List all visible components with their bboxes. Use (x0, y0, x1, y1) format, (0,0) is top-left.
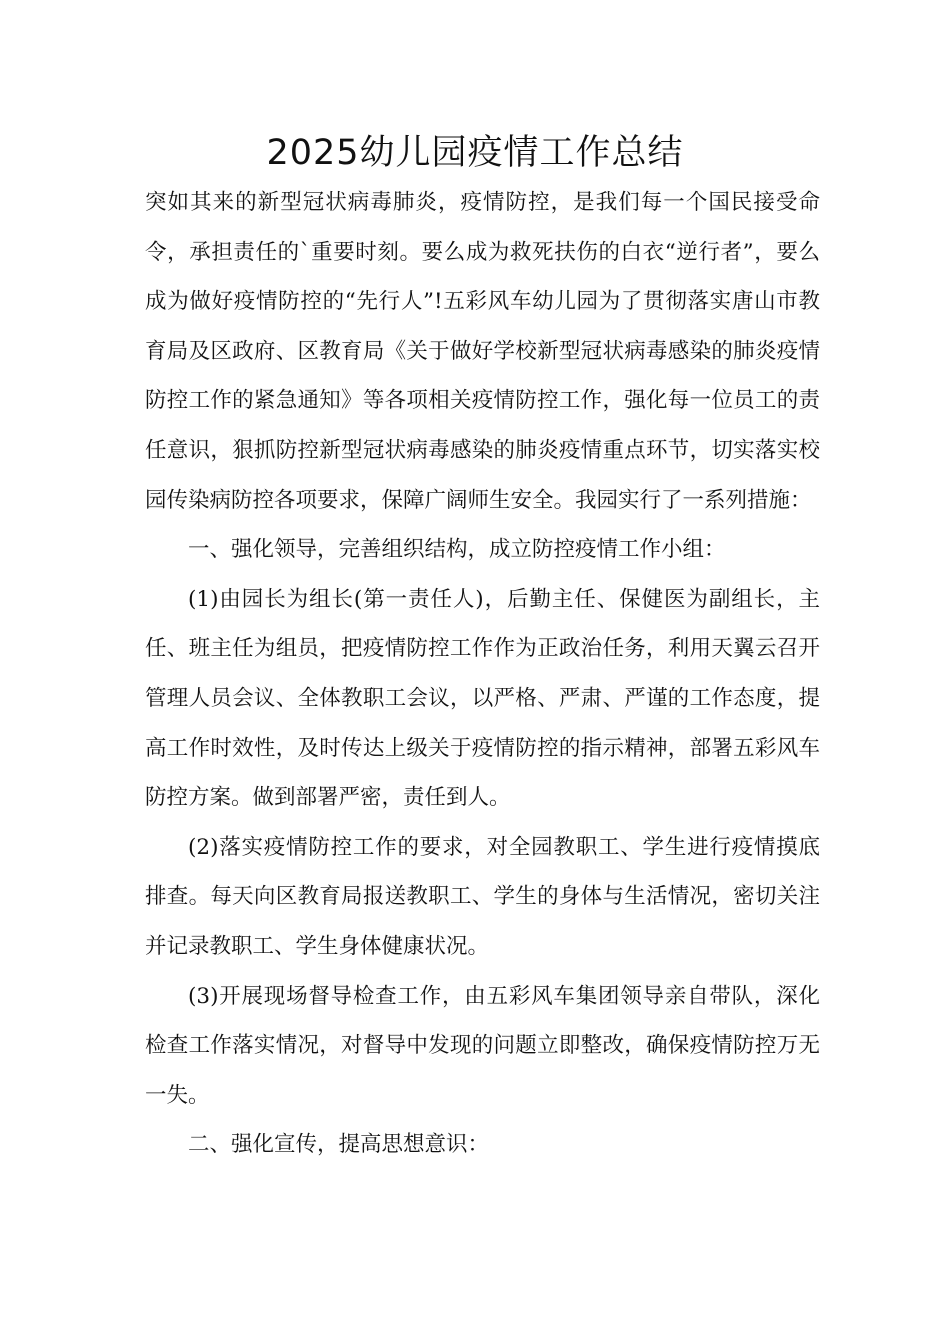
paragraph-intro: 突如其来的新型冠状病毒肺炎，疫情防控，是我们每一个国民接受命令，承担责任的`重要时刻。要么成为救死扶伤的白衣“逆行者”，要么成为做好疫情防控的“先行人”!五彩风车幼儿园为了贯彻落实唐山市教育局及区政府、区教育局《关于做好学校新型冠状病毒感染的肺炎疫情防控工作的紧急通知》等各项相关疫情防控工作，强化每一位员工的责任意识，狠抓防控新型冠状病毒感染的肺炎疫情重点环节，切实落实校园传染病防控各项要求，保障广阔师生安全。我园实行了一系列措施： (145, 190, 820, 513)
paragraph-section-1-heading: 一、强化领导，完善组织结构，成立防控疫情工作小组： (188, 537, 726, 563)
paragraph-section-2-heading: 二、强化宣传，提高思想意识： (188, 1132, 490, 1158)
page-title: 2025幼儿园疫情工作总结 (266, 133, 684, 173)
document-body (145, 178, 820, 1170)
paragraph-item-1: (1)由园长为组长(第一责任人)，后勤主任、保健医为副组长，主任、班主任为组员，把疫情防控工作作为正政治任务，利用天翼云召开管理人员会议、全体教职工会议，以严格、严肃、严谨的工作态度，提高工作时效性，及时传达上级关于疫情防控的指示精神，部署五彩风车防控方案。做到部署严密，责任到人。 (145, 586, 820, 811)
paragraph-item-3: (3)开展现场督导检查工作，由五彩风车集团领导亲自带队，深化检查工作落实情况，对督导中发现的问题立即整改，确保疫情防控万无一失。 (145, 983, 820, 1108)
paragraph-item-2: (2)落实疫情防控工作的要求，对全园教职工、学生进行疫情摸底排查。每天向区教育局报送教职工、学生的身体与生活情况，密切关注并记录教职工、学生身体健康状况。 (145, 834, 820, 959)
